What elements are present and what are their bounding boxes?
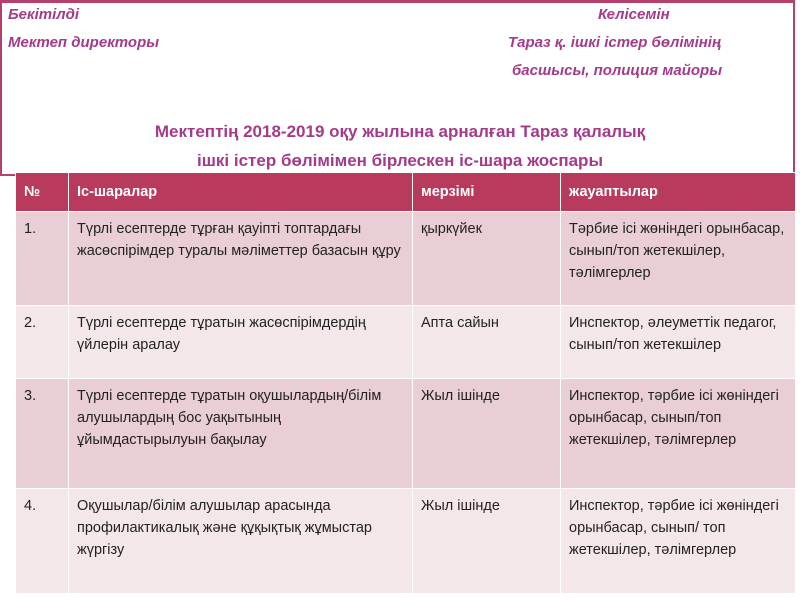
agreed-label: Келісемін	[598, 6, 670, 23]
table-header	[16, 173, 796, 212]
cell-no: 3.	[16, 379, 69, 489]
page-title-line2: ішкі істер бөлімімен бірлескен іс-шара жоспары	[197, 151, 603, 170]
header-frame	[0, 0, 795, 176]
plan-table	[15, 172, 796, 594]
col-term: мерзімі	[413, 173, 561, 212]
cell-event: Түрлі есептерде тұратын оқушылардың/білім алушылардың бос уақытының ұйымдастырылуын бақылау	[69, 379, 413, 489]
table-row	[16, 379, 796, 489]
cell-event: Оқушылар/білім алушылар арасында профилактикалық және құқықтық жұмыстар жүргізу	[69, 489, 413, 594]
cell-term: Жыл ішінде	[413, 489, 561, 594]
cell-event: Түрлі есептерде тұратын жасөспірімдердің үйлерін аралау	[69, 306, 413, 379]
cell-responsible: Тәрбие ісі жөніндегі орынбасар, сынып/топ жетекшілер, тәлімгерлер	[561, 212, 796, 306]
approved-label: Бекітілді	[8, 6, 80, 23]
table-row	[16, 489, 796, 594]
cell-no: 1.	[16, 212, 69, 306]
cell-no: 4.	[16, 489, 69, 594]
page-title-line1: Мектептің 2018-2019 оқу жылына арналған Тараз қалалық	[154, 122, 646, 141]
col-event: Іс-шаралар	[69, 173, 413, 212]
cell-no: 2.	[16, 306, 69, 379]
table-row	[16, 306, 796, 379]
col-no: №	[16, 173, 69, 212]
cell-responsible: Инспектор, тәрбие ісі жөніндегі орынбасар, сынып/ топ жетекшілер, тәлімгерлер	[561, 489, 796, 594]
agreed-by-line2: басшысы, полиция майоры	[512, 62, 723, 79]
cell-term: Апта сайын	[413, 306, 561, 379]
cell-term: қыркүйек	[413, 212, 561, 306]
agreed-by-line1: Тараз қ. ішкі істер бөлімінің	[508, 34, 722, 51]
cell-responsible: Инспектор, тәрбие ісі жөніндегі орынбасар, сынып/топ жетекшілер, тәлімгерлер	[561, 379, 796, 489]
col-responsible: жауаптылар	[561, 173, 796, 212]
cell-responsible: Инспектор, әлеуметтік педагог, сынып/топ жетекшілер	[561, 306, 796, 379]
cell-term: Жыл ішінде	[413, 379, 561, 489]
cell-event: Түрлі есептерде тұрған қауіпті топтардағы жасөспірімдер туралы мәліметтер базасын құру	[69, 212, 413, 306]
table-row	[16, 212, 796, 306]
approved-by: Мектеп директоры	[8, 34, 160, 51]
